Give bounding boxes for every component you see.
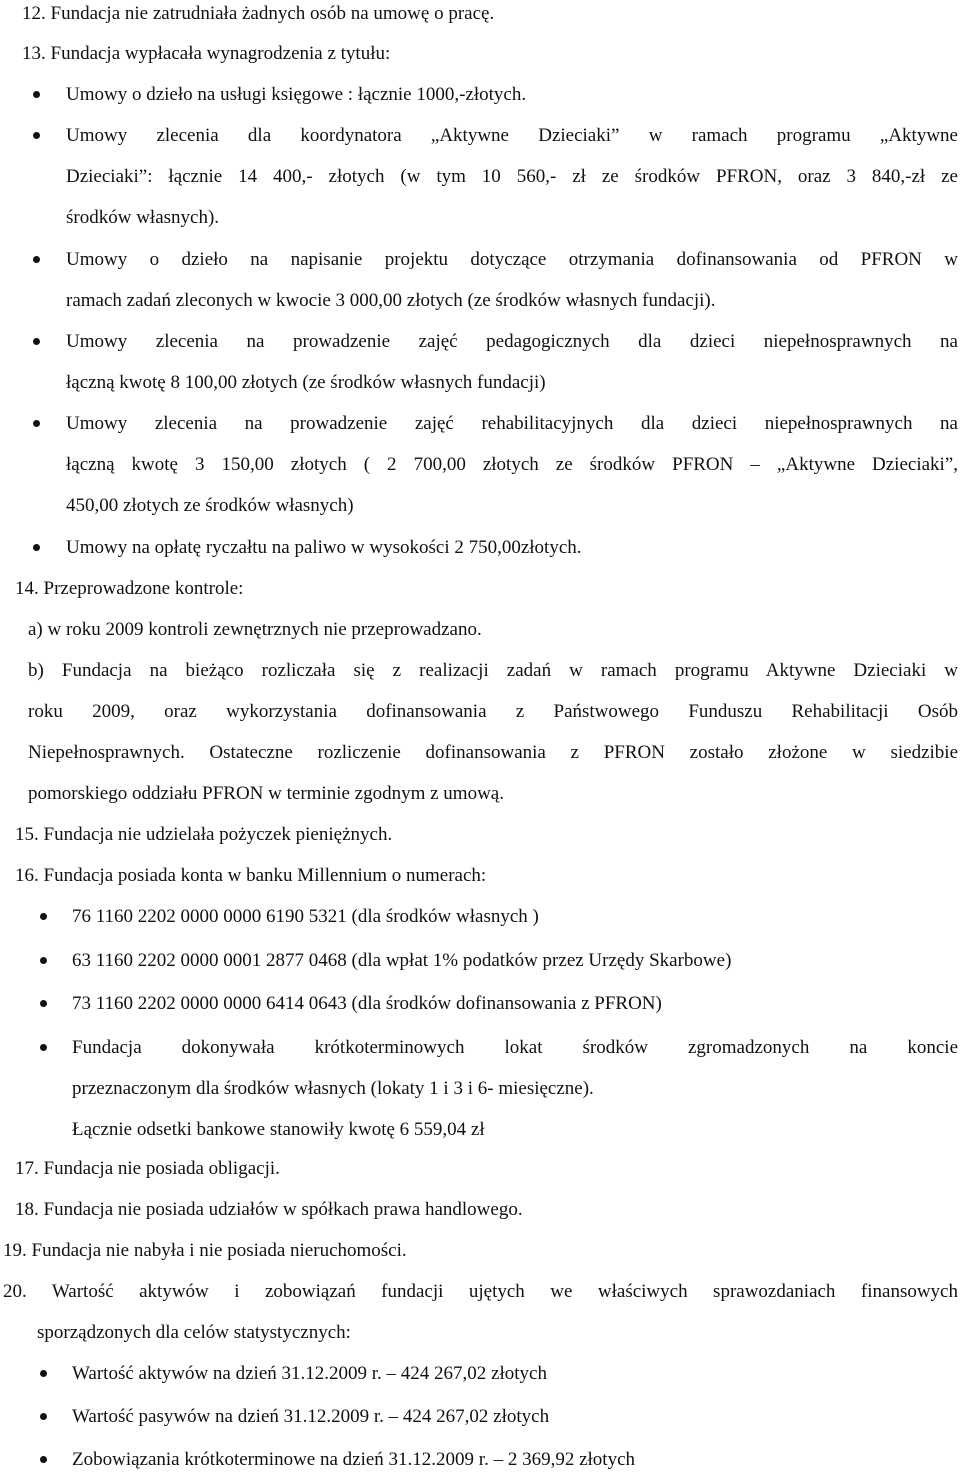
bullet-icon (33, 256, 40, 263)
text-line: 15. Fundacja nie udzielała pożyczek pieniężnych. (15, 824, 393, 845)
text-line: Niepełnosprawnych. Ostateczne rozliczenie dofinansowania z PFRON zostało złożone w siedzibie (28, 742, 958, 763)
bullet-icon (40, 1456, 47, 1463)
text-line: Wartość pasywów na dzień 31.12.2009 r. – 424 267,02 złotych (72, 1406, 550, 1427)
text-line: 16. Fundacja posiada konta w banku Millennium o numerach: (15, 865, 487, 886)
text-line: Wartość aktywów na dzień 31.12.2009 r. – 424 267,02 złotych (72, 1363, 547, 1384)
bullet-icon (33, 132, 40, 139)
text-line: 14. Przeprowadzone kontrole: (15, 578, 244, 599)
text-line: Dzieciaki”: łącznie 14 400,- złotych (w tym 10 560,- zł ze środków PFRON, oraz 3 840,-zł ze (66, 166, 958, 187)
text-line: 76 1160 2202 0000 0000 6190 5321 (dla środków własnych ) (72, 906, 539, 927)
bullet-icon (40, 913, 47, 920)
bullet-icon (33, 338, 40, 345)
text-line: środków własnych). (66, 207, 220, 228)
text-line: 18. Fundacja nie posiada udziałów w spółkach prawa handlowego. (15, 1199, 523, 1220)
bullet-icon (33, 91, 40, 98)
text-line: 63 1160 2202 0000 0001 2877 0468 (dla wpłat 1% podatków przez Urzędy Skarbowe) (72, 950, 732, 971)
text-line: 19. Fundacja nie nabyła i nie posiada nieruchomości. (3, 1240, 407, 1261)
text-line: 17. Fundacja nie posiada obligacji. (15, 1158, 280, 1179)
bullet-icon (40, 1370, 47, 1377)
text-line: 13. Fundacja wypłacała wynagrodzenia z tytułu: (22, 43, 391, 64)
text-line: Umowy zlecenia na prowadzenie zajęć rehabilitacyjnych dla dzieci niepełnosprawnych na (66, 413, 958, 434)
text-line: roku 2009, oraz wykorzystania dofinansowania z Państwowego Funduszu Rehabilitacji Osób (28, 701, 958, 722)
bullet-icon (40, 1044, 47, 1051)
text-line: łączną kwotę 8 100,00 złotych (ze środków własnych fundacji) (66, 372, 546, 393)
text-line: 12. Fundacja nie zatrudniała żadnych osób na umowę o pracę. (22, 3, 495, 24)
text-line: Umowy na opłatę ryczałtu na paliwo w wysokości 2 750,00złotych. (66, 537, 582, 558)
text-line: a) w roku 2009 kontroli zewnętrznych nie przeprowadzano. (28, 619, 482, 640)
text-line: b) Fundacja na bieżąco rozliczała się z realizacji zadań w ramach programu Aktywne Dzieciaki w (28, 660, 958, 681)
text-line: Umowy zlecenia dla koordynatora „Aktywne Dzieciaki” w ramach programu „Aktywne (66, 125, 958, 146)
text-line: Umowy zlecenia na prowadzenie zajęć pedagogicznych dla dzieci niepełnosprawnych na (66, 331, 958, 352)
text-line: sporządzonych dla celów statystycznych: (37, 1322, 351, 1343)
bullet-icon (40, 957, 47, 964)
text-line: 73 1160 2202 0000 0000 6414 0643 (dla środków dofinansowania z PFRON) (72, 993, 662, 1014)
text-line: ramach zadań zleconych w kwocie 3 000,00 złotych (ze środków własnych fundacji). (66, 290, 716, 311)
text-line: pomorskiego oddziału PFRON w terminie zgodnym z umową. (28, 783, 504, 804)
text-line: Zobowiązania krótkoterminowe na dzień 31.12.2009 r. – 2 369,92 złotych (72, 1449, 636, 1470)
text-line: Łącznie odsetki bankowe stanowiły kwotę 6 559,04 zł (72, 1119, 485, 1140)
text-line: 20. Wartość aktywów i zobowiązań fundacji ujętych we właściwych sprawozdaniach finansowych (3, 1281, 958, 1302)
bullet-icon (33, 544, 40, 551)
text-line: Fundacja dokonywała krótkoterminowych lokat środków zgromadzonych na koncie (72, 1037, 958, 1058)
bullet-icon (40, 1000, 47, 1007)
bullet-icon (33, 420, 40, 427)
text-line: 450,00 złotych ze środków własnych) (66, 495, 354, 516)
bullet-icon (40, 1413, 47, 1420)
text-line: łączną kwotę 3 150,00 złotych ( 2 700,00 złotych ze środków PFRON – „Aktywne Dzieciaki”, (66, 454, 958, 475)
text-line: przeznaczonym dla środków własnych (lokaty 1 i 3 i 6- miesięczne). (72, 1078, 594, 1099)
text-line: Umowy o dzieło na usługi księgowe : łącznie 1000,-złotych. (66, 84, 527, 105)
text-line: Umowy o dzieło na napisanie projektu dotyczące otrzymania dofinansowania od PFRON w (66, 249, 958, 270)
